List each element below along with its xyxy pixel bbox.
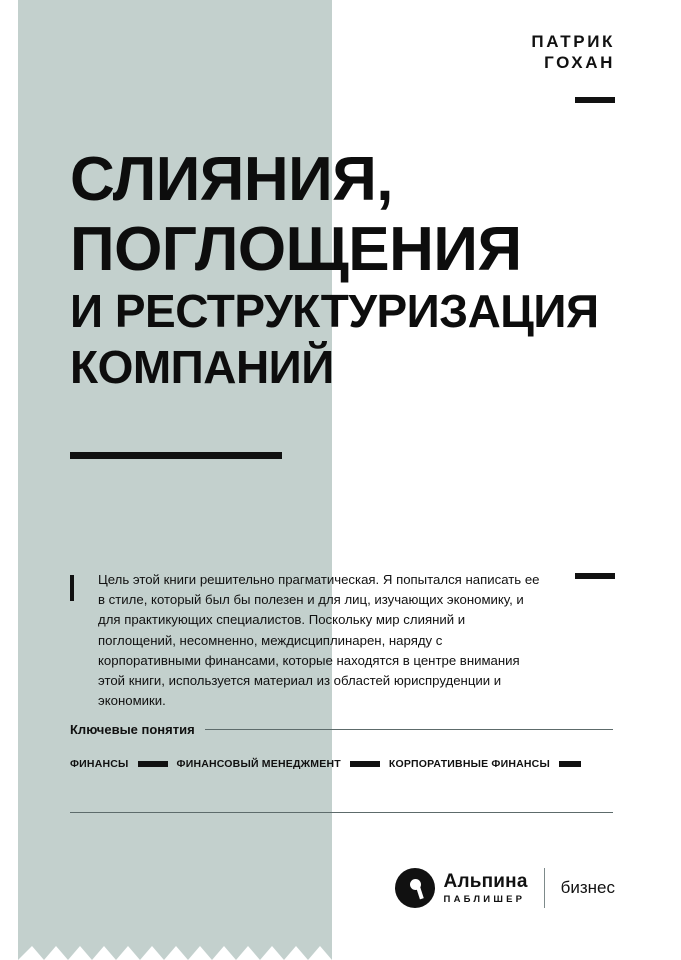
- key-concept-tag: КОРПОРАТИВНЫЕ ФИНАНСЫ: [388, 758, 550, 770]
- title-line-4: КОМПАНИЙ: [70, 341, 334, 394]
- tag-separator-icon: [350, 761, 380, 767]
- key-concepts-rule: [205, 729, 613, 730]
- alpina-circle-logo-icon: [395, 868, 435, 908]
- publisher-name: Альпина: [443, 870, 528, 892]
- title-rule: [70, 452, 282, 459]
- torn-edge-decoration: [18, 942, 332, 960]
- key-concepts-bottom-rule: [70, 812, 613, 813]
- author-line-1: ПАТРИК: [531, 32, 615, 51]
- key-concepts-header: [70, 722, 613, 737]
- publisher-series: бизнес: [560, 878, 615, 897]
- publisher-block: [395, 868, 615, 908]
- tag-separator-icon: [138, 761, 168, 767]
- key-concepts-section: [70, 722, 613, 770]
- blurb-text: Цель этой книги решительно прагматическая. Я попытался написать ее в стиле, который был бы полезен и для лиц, изучающих экономику, и для практикующих специалистов. Поскольку мир слияний и поглощений, несомненно, междисциплинарен, наряду с корпоративными финансами, которые находятся в центре внимания этой книги, используется материал из областей юриспруденции и экономики.: [98, 572, 540, 709]
- blurb-accent-bar: [70, 575, 74, 601]
- author-name: [531, 32, 615, 73]
- cover-background-panel: [18, 0, 332, 945]
- page-title: [70, 145, 630, 394]
- side-dash-decoration: [575, 573, 615, 579]
- publisher-divider: [544, 868, 545, 908]
- title-line-2: ПОГЛОЩЕНИЯ: [70, 214, 522, 284]
- key-concepts-tags: [70, 758, 613, 770]
- author-line-2: ГОХАН: [544, 52, 615, 72]
- publisher-subtitle: ПАБЛИШЕР: [443, 893, 526, 905]
- author-rule: [575, 97, 615, 103]
- title-line-1: СЛИЯНИЯ,: [70, 145, 393, 214]
- blurb-block: [70, 570, 546, 711]
- key-concept-tag: ФИНАНСЫ: [70, 758, 129, 770]
- publisher-names: [444, 871, 528, 905]
- tag-separator-icon: [559, 761, 581, 767]
- publisher-logo: [395, 868, 528, 908]
- key-concepts-title: Ключевые понятия: [70, 722, 195, 737]
- key-concept-tag: ФИНАНСОВЫЙ МЕНЕДЖМЕНТ: [176, 758, 341, 770]
- title-line-3: И РЕСТРУКТУРИЗАЦИЯ: [70, 285, 599, 338]
